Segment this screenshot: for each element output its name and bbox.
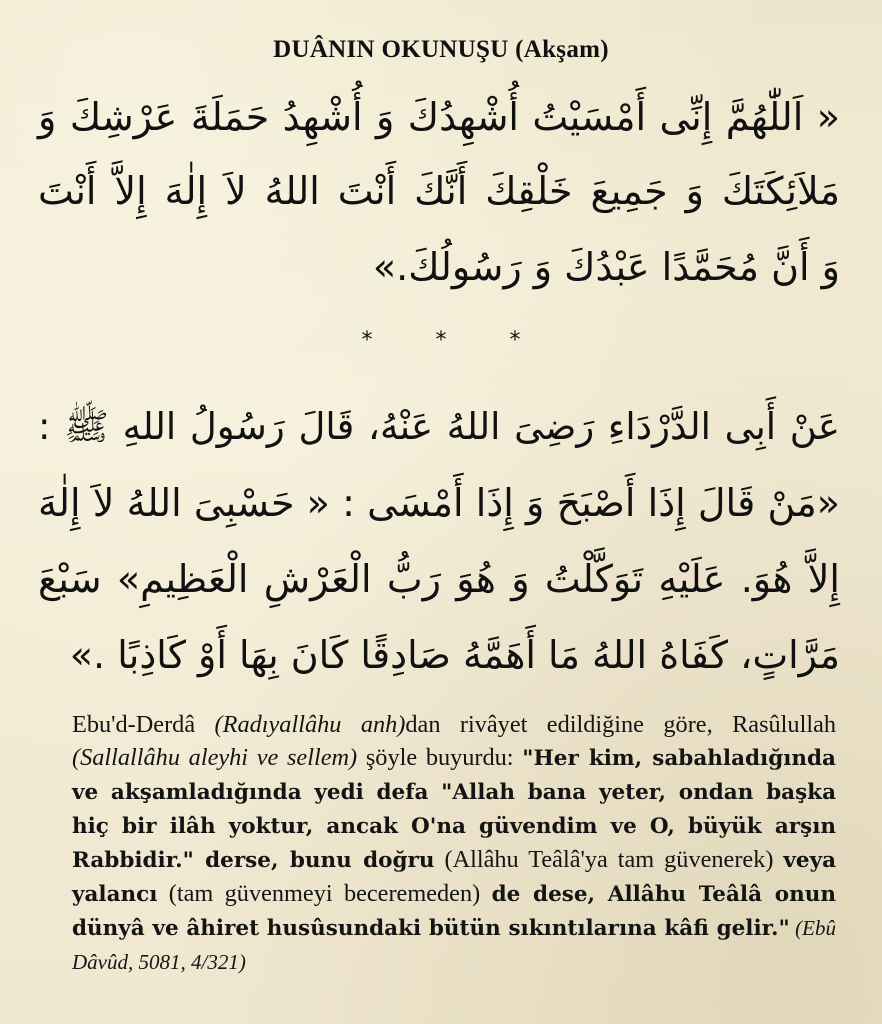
page-title: DUÂNIN OKUNUŞU (Akşam) xyxy=(273,36,609,63)
translation-text: dan rivâyet edildiğine göre, Rasûlullah xyxy=(405,711,836,738)
hadith-line-1: عَنْ أَبِى الدَّرْدَاءِ رَضِىَ اللهُ عَنْهُ، قَالَ رَسُولُ اللهِ ﷺ : xyxy=(38,405,840,448)
translation-aside: (tam güvenmeyi beceremeden) xyxy=(157,880,492,907)
translation-aside: (Allâhu Teâlâ'ya tam güvenerek) xyxy=(434,846,784,873)
hadith-line-3: إِلاَّ هُوَ. عَلَيْهِ تَوَكَّلْتُ وَ هُوَ رَبُّ الْعَرْشِ الْعَظِيمِ» سَبْعَ xyxy=(38,557,840,601)
section-separator: * * * xyxy=(361,328,549,353)
source-reference: (Ebû Dâvûd, 5081, 4/321) xyxy=(72,916,837,974)
translation-paragraph xyxy=(72,708,836,979)
honorific-radiyallahu: (Radıyallâhu anh) xyxy=(214,711,406,738)
hadith-line-4: مَرَّاتٍ، كَفَاهُ اللهُ مَا أَهَمَّهُ صَادِقًا كَانَ بِهَا أَوْ كَاذِبًا .» xyxy=(69,633,840,677)
hadith-line-2: «مَنْ قَالَ إِذَا أَصْبَحَ وَ إِذَا أَمْسَى : « حَسْبِىَ اللهُ لاَ إِلٰهَ xyxy=(38,481,840,525)
honorific-sallallahu: (Sallallâhu aleyhi ve sellem) xyxy=(72,744,358,771)
hadith-quote: de dese, Allâhu Teâlâ onun dünyâ ve âhiret husûsundaki bütün sıkıntılarına kâfi gelir." xyxy=(72,882,836,941)
dua-line-3: وَ أَنَّ مُحَمَّدًا عَبْدُكَ وَ رَسُولُكَ.» xyxy=(372,245,840,289)
hadith-quote: "Her kim, sabahladığında ve akşamladığında yedi defa "Allah bana yeter, ondan başka hiç bir ilâh yoktur, ancak O'na güvendim ve O, büyük arşın Rabbidir." derse, bunu doğru xyxy=(72,746,836,873)
dua-line-1: « اَللّٰهُمَّ إِنِّى أَمْسَيْتُ أُشْهِدُكَ وَ أُشْهِدُ حَمَلَةَ عَرْشِكَ وَ xyxy=(38,95,840,139)
translation-narrator: Ebu'd-Derdâ xyxy=(72,711,215,738)
dua-line-2: مَلاَئِكَتَكَ وَ جَمِيعَ خَلْقِكَ أَنَّكَ أَنْتَ اللهُ لاَ إِلٰهَ إِلاَّ أَنْتَ xyxy=(38,169,840,213)
hadith-quote: veya yalancı xyxy=(72,848,837,907)
translation-text: şöyle buyurdu: xyxy=(357,744,523,771)
